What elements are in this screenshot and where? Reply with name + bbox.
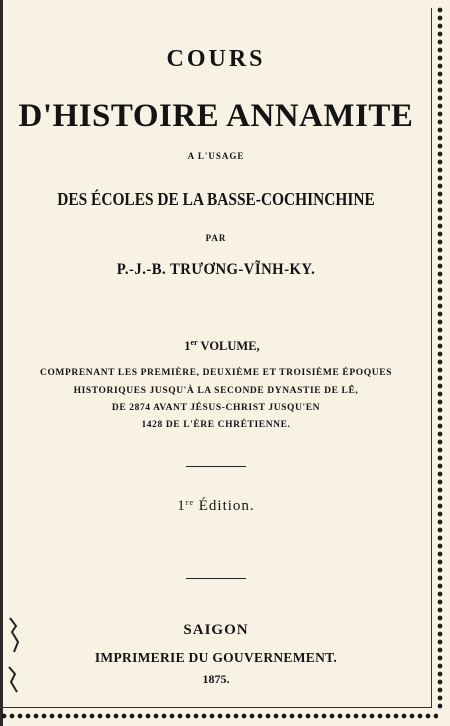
border-rule-bottom [0,707,432,708]
edition-label: Édition. [194,498,255,514]
publisher-line: IMPRIMERIE DU GOUVERNEMENT. [94,650,338,665]
divider-rule-top [186,466,246,467]
description-line-4: 1428 DE L'ÈRE CHRÉTIENNE. [141,420,291,430]
edition-number: 1 [177,498,186,514]
edition-line [0,498,432,515]
dotted-border-bottom [0,712,438,720]
volume-number: 1 [184,339,191,353]
divider-rule-bottom [186,578,246,579]
volume-label: VOLUME, [197,339,260,353]
description-line-3: DE 2874 AVANT JÉSUS-CHRIST JUSQU'EN [111,403,321,413]
usage-line: A L'USAGE [187,151,245,161]
dotted-border-right [436,6,444,711]
par-line: PAR [205,233,227,243]
year-line: 1875. [202,672,230,686]
author-name: P.-J.-B. TRƯƠNG-VĨNH-KY. [116,261,316,278]
schools-line: DES ÉCOLES DE LA BASSE-COCHINCHINE [57,189,375,209]
city-line: SAIGON [183,622,249,638]
edition-ordinal: re [185,498,195,507]
volume-heading [6,338,438,354]
title-cours: COURS [166,46,266,72]
main-title: D'HISTOIRE ANNAMITE [18,98,414,134]
description-line-1: COMPRENANT LES PREMIÈRE, DEUXIÈME ET TROISIÈME ÉPOQUES [39,368,393,378]
volume-ordinal: er [190,338,198,347]
description-line-2: HISTORIQUES JUSQU'À LA SECONDE DYNASTIE DE LÊ, [73,386,359,396]
